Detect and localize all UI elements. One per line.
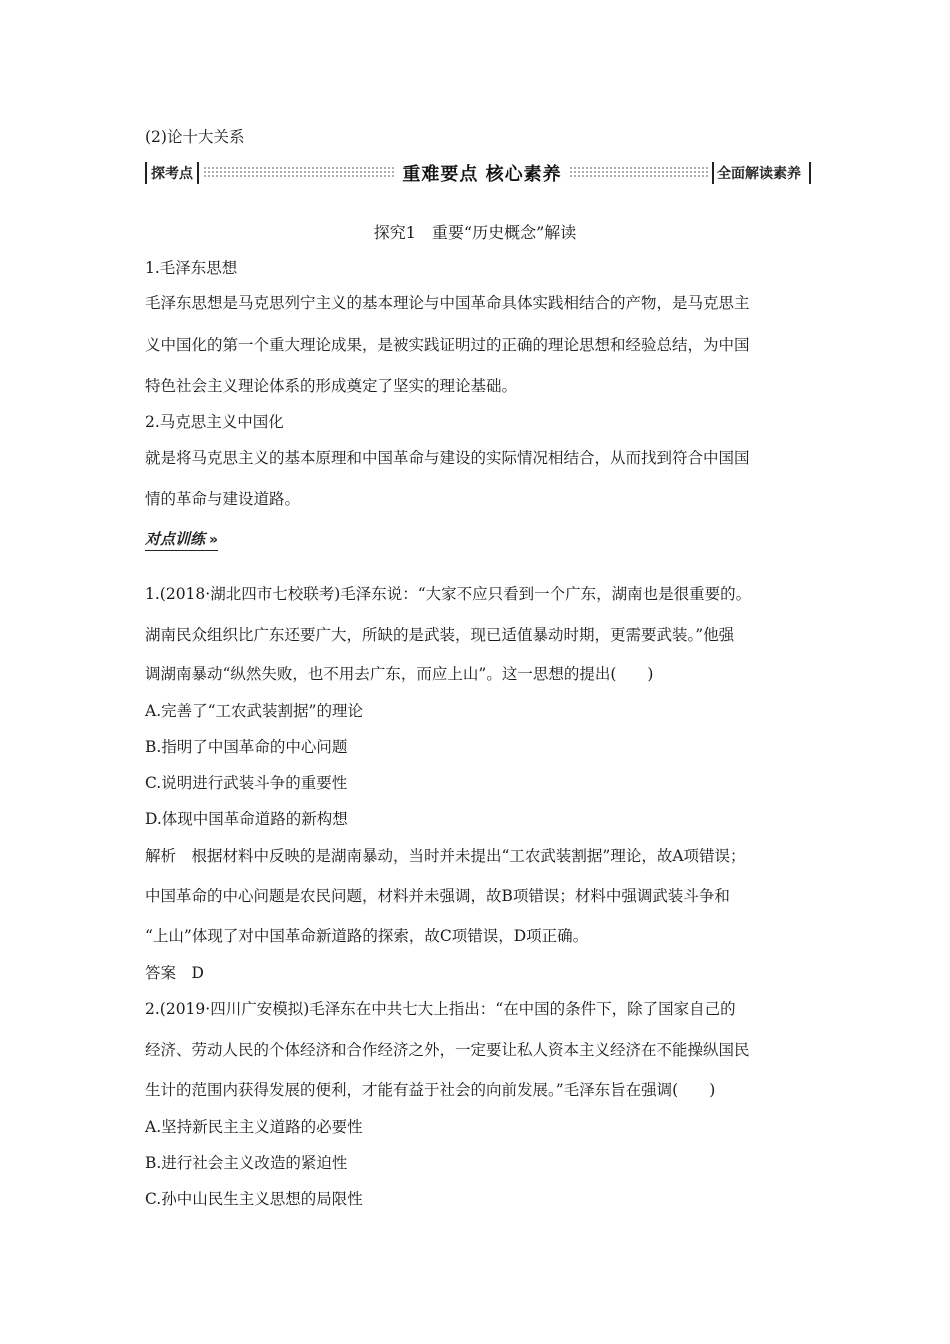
analysis-line: “上山”体现了对中国革命新道路的探索，故C项错误，D项正确。 [145, 927, 589, 945]
analysis-line: 解析 根据材料中反映的是湖南暴动，当时并未提出“工农武装割据”理论，故A项错误； [145, 847, 746, 865]
inquiry-title: 探究1 重要“历史概念”解读 [373, 223, 577, 242]
answer-line: 答案 D [145, 964, 204, 982]
question-option: B.指明了中国革命的中心问题 [145, 738, 348, 756]
concept-line: 毛泽东思想是马克思列宁主义的基本理论与中国革命具体实践相结合的产物，是马克思主 [145, 294, 750, 312]
banner-left-edge [145, 162, 147, 184]
concept-heading: 2.马克思主义中国化 [145, 413, 284, 431]
question-stem-line: 湖南民众组织比广东还要广大，所缺的是武装，现已适值暴动时期，更需要武装。”他强 [145, 626, 735, 644]
analysis-line: 中国革命的中心问题是农民问题，材料并未强调，故B项错误；材料中强调武装斗争和 [145, 887, 730, 905]
question-option: A.完善了“工农武装割据”的理论 [145, 702, 363, 720]
question-stem-line: 生计的范围内获得发展的便利，才能有益于社会的向前发展。”毛泽东旨在强调( ) [145, 1081, 716, 1099]
section-banner [145, 160, 811, 188]
double-chevron-icon: » [209, 532, 219, 548]
concept-heading: 1.毛泽东思想 [145, 259, 238, 277]
question-option: C.说明进行武装斗争的重要性 [145, 774, 348, 792]
question-stem-line: 经济、劳动人民的个体经济和合作经济之外，一定要让私人资本主义经济在不能操纵国民 [145, 1041, 750, 1059]
banner-dots-left [203, 166, 395, 179]
training-label [145, 528, 218, 551]
concept-line: 特色社会主义理论体系的形成奠定了坚实的理论基础。 [145, 377, 518, 395]
training-label-text: 对点训练 [145, 530, 206, 548]
banner-dots-right [569, 166, 709, 179]
question-option: A.坚持新民主主义道路的必要性 [145, 1118, 363, 1136]
question-stem-line: 1.(2018·湖北四市七校联考)毛泽东说：“大家不应只看到一个广东，湖南也是很重要的。 [145, 585, 752, 603]
question-stem-line: 调湖南暴动“纵然失败，也不用去广东，而应上山”。这一思想的提出( ) [145, 665, 654, 683]
banner-right-label: 全面解读素养 [717, 166, 801, 182]
banner-left-divider [197, 162, 199, 184]
concept-line: 就是将马克思主义的基本原理和中国革命与建设的实际情况相结合，从而找到符合中国国 [145, 449, 750, 467]
banner-left-label: 探考点 [151, 166, 193, 182]
question-option: B.进行社会主义改造的紧迫性 [145, 1154, 348, 1172]
banner-title: 重难要点 核心素养 [402, 164, 562, 185]
section-heading: (2)论十大关系 [145, 128, 245, 146]
banner-right-edge [809, 162, 811, 184]
question-option: C.孙中山民生主义思想的局限性 [145, 1190, 363, 1208]
concept-line: 义中国化的第一个重大理论成果，是被实践证明过的正确的理论思想和经验总结，为中国 [145, 336, 750, 354]
question-stem-line: 2.(2019·四川广安模拟)毛泽东在中共七大上指出：“在中国的条件下，除了国家自己的 [145, 1000, 736, 1018]
banner-right-divider [712, 162, 714, 184]
question-option: D.体现中国革命道路的新构想 [145, 810, 348, 828]
concept-line: 情的革命与建设道路。 [145, 490, 301, 508]
